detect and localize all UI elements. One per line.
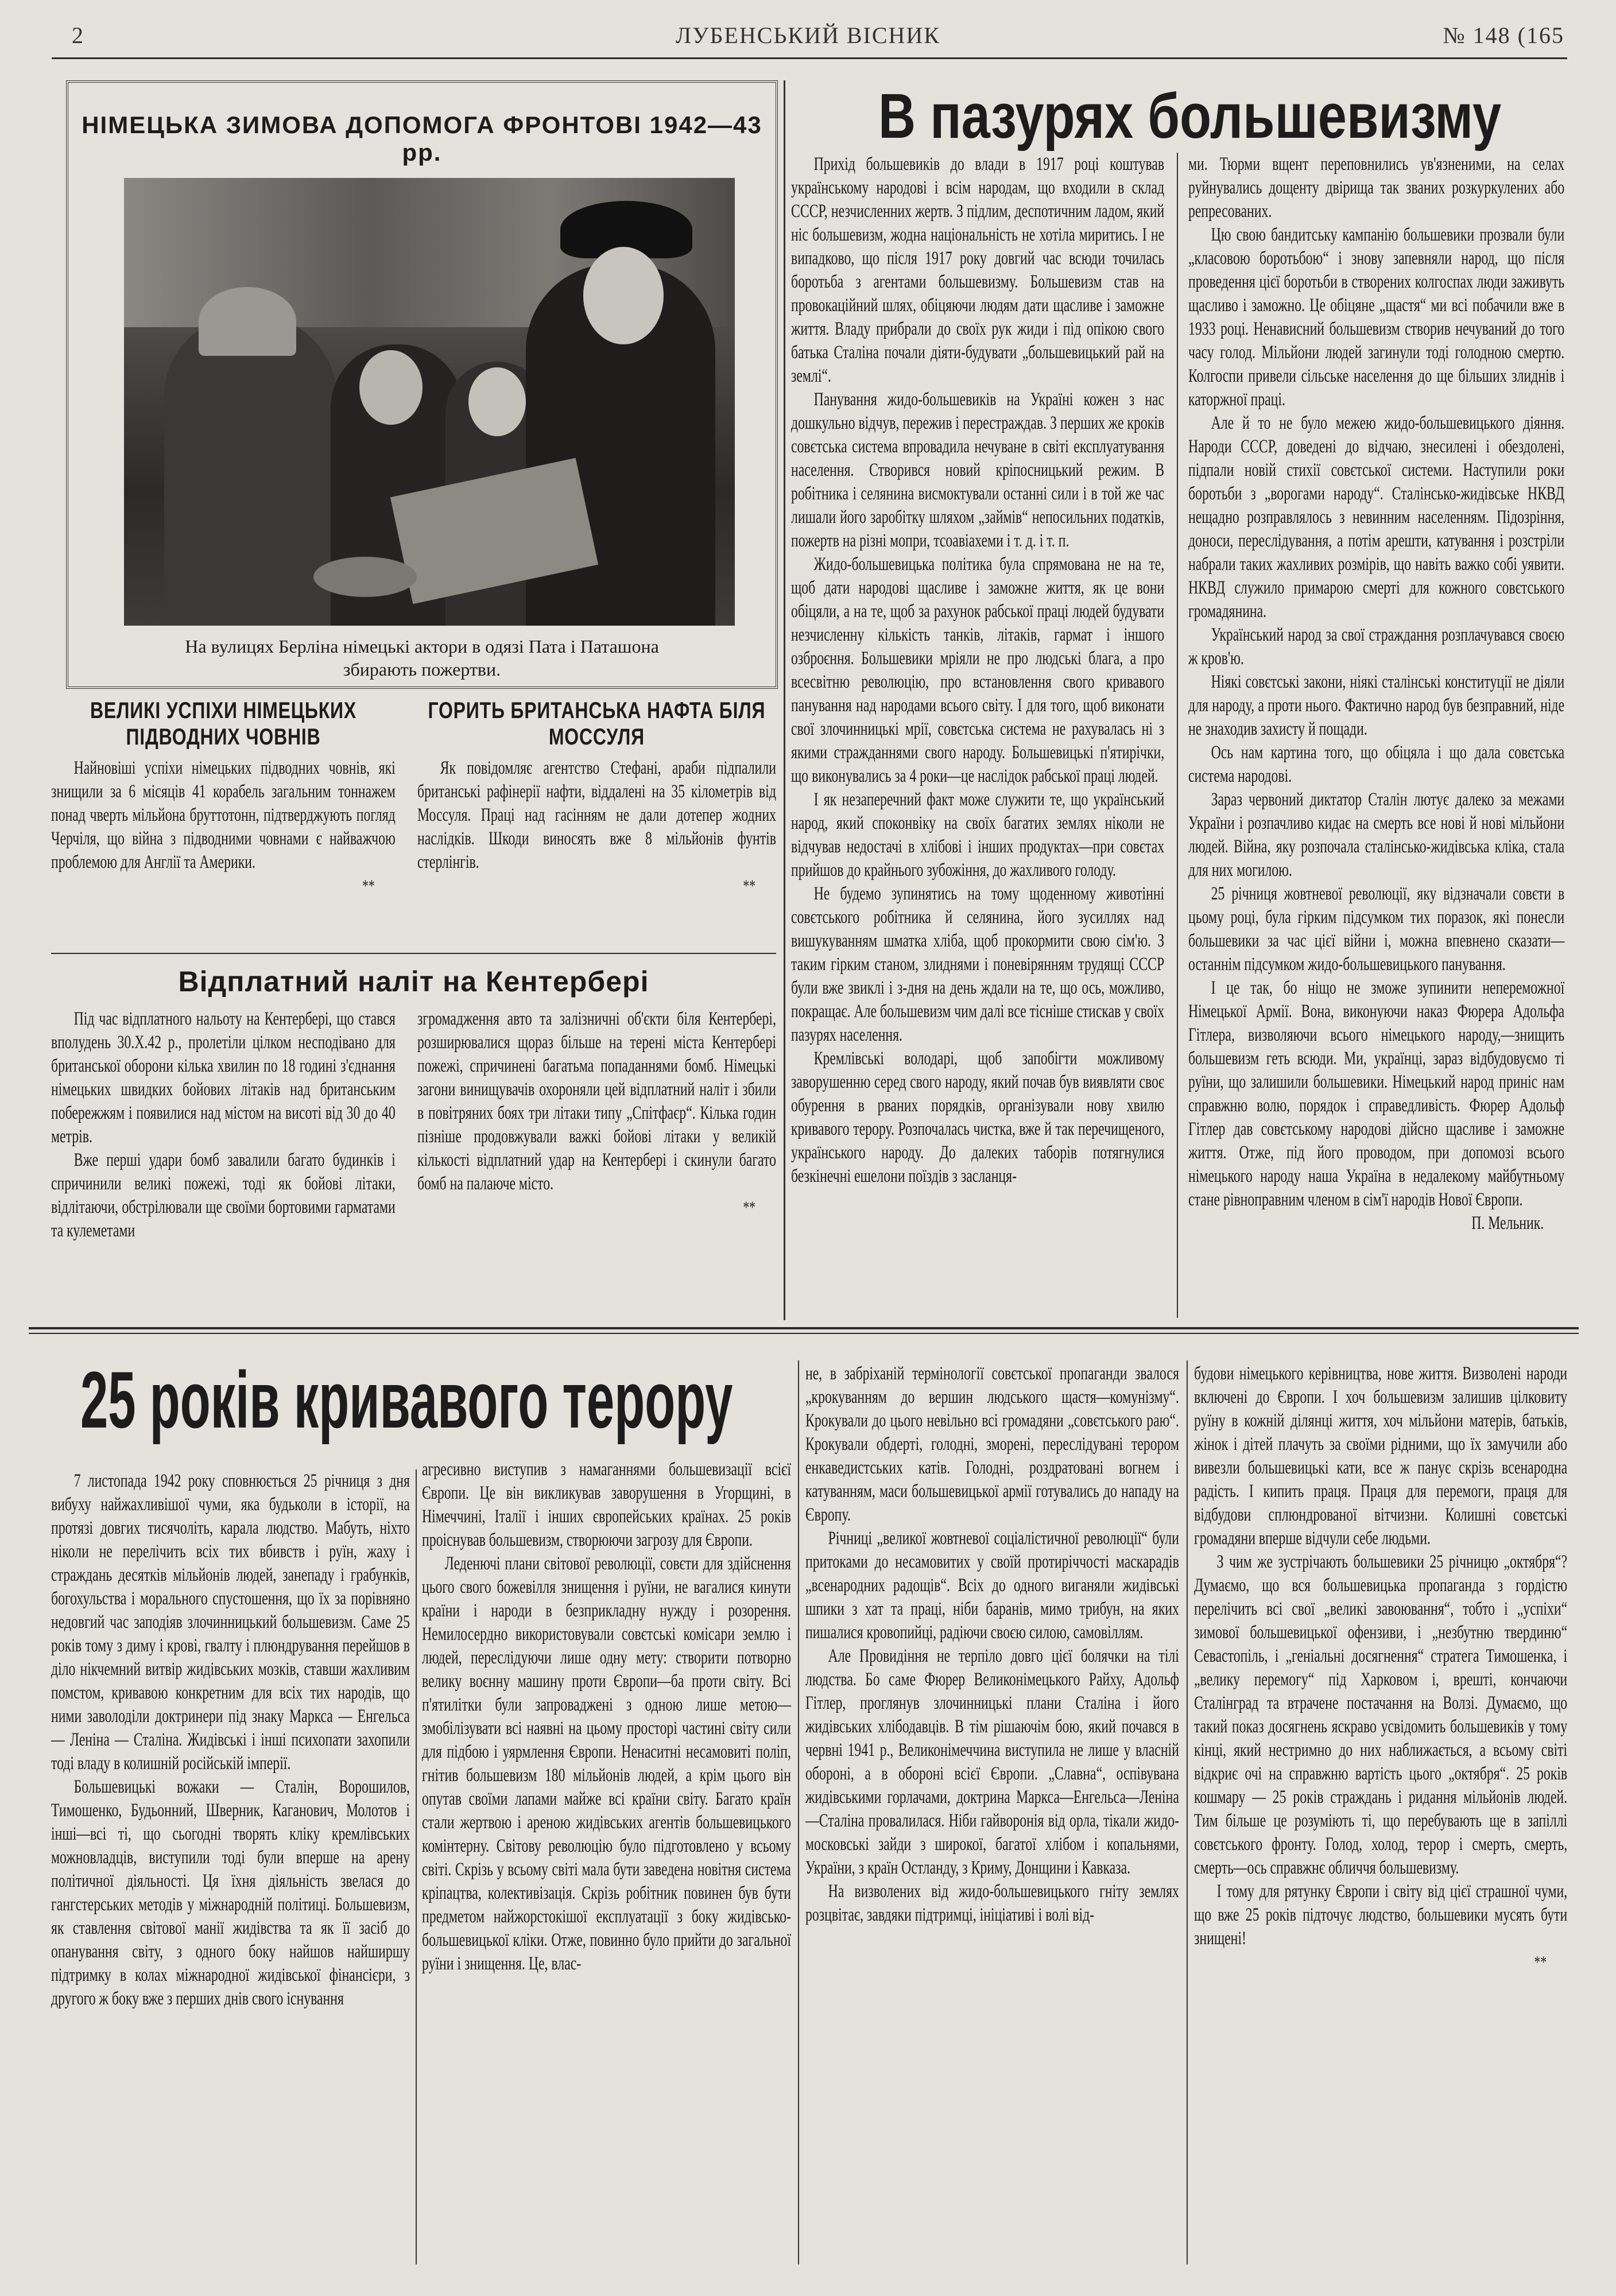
paragraph: Прихід большевиків до влади в 1917 році коштував українському народові і всім народам, що входили в склад СССР, незчисленних жертв. З підлим, деспотичним ладом, який ніс большевизм, жодна національність не хотіла миритись. І не випадково, що після 1917 року довгий час всюди точилась боротьба з агентами большевизму. Большевизм став на провокаційний шлях, обіцяючи людям дати щасливе і заможне життя. Владу прибрали до своїх рук жиди і під опікою свого батька Сталіна почали діяти-будувати „большевицький рай на землі“. <box>791 154 1165 386</box>
issue-number: № 148 (165 <box>1443 22 1564 48</box>
paragraph: Зараз червоний диктатор Сталін лютує далеко за межами України і розпачливо кидає на смерть все нові й нові мільйони людей. Війна, яку розпочала сталінсько-жидівська кліка, стала для них могилою. <box>1188 789 1565 881</box>
paragraph: Український народ за свої страждання розплачувався своєю ж кров'ю. <box>1188 625 1565 669</box>
column-rule <box>1177 153 1178 1318</box>
paragraph: Панування жидо-большевиків на Україні кожен з нас дошкульно відчув, пережив і перестраждав. З перших же кроків совєтська система впровадила нечуване в світі експлуатування населення. Створився новий кріпосницький режим. В робітника і селянина висмоктували останні сили і в той же час лишали його заробітку шляхом „займів“ непосильних податків, пожертв на різні мопри, тсоавіахеми і т. д. і т. п. <box>791 389 1165 551</box>
terror-end-mark: ** <box>1534 1953 1547 1972</box>
column-rule <box>784 80 785 1320</box>
paragraph: І це так, бо ніщо не зможе зупинити непереможної Німецької Армії. Вона, виконуючи наказ Фюрера Адольфа Гітлера, визволяючи всього німецького народу,—знищить большевизм геть всюди. Ми, українці, зараз відбудовуємо ті руїни, що залишили большевики. Німецький народ приніс нам справжню волю, порядок і справедливість. Фюрер Адольф Гітлер дав совєтському народові дійсно щасливе і заможне життя. Отже, під його проводом, при допомозі всього німецького народу наша Україна в недалекому майбутньому стане рівноправним членом в сім'ї народів Нової Європи. <box>1188 978 1565 1210</box>
paragraph: Кремлівські володарі, щоб запобігти можливому заворушенню серед свого народу, який почав був виявляти своє обурення в рваних порядків, організували нову хвилю кривавого терору. Розпочалась чистка, вже й так перечищеного, українського народу. До далеких таборів потягнулися безкінечні ешелони поїздів з засланця- <box>791 1048 1165 1186</box>
paragraph: Але й то не було межею жидо-большевицького діяння. Народи СССР, доведені до відчаю, знесилені і обездолені, підпали новій стихії совєтської системи. Наступили роки боротьби з „ворогами народу“. Сталінсько-жидівське НКВД нещадно розправлялось з невинним населенням. Підозріння, доноси, переслідування, а потім арешти, катування і розстріли набрали таких жахливих розмірів, що навіть важко собі уявити. НКВД служило примарою смерті для кожного совєтського громадянина. <box>1188 413 1565 622</box>
terror-column-1 <box>51 1469 410 2011</box>
paragraph: З чим же зустрічають большевики 25 річницю „октября“? Думаємо, що вся большевицька пропаганда з гордістю перелічить всі свої „великі завоювання“, тобто і „успіхи“ зимової большевицької офензиви, і „незбутню твердиню“ Севастопіль, і „геніальні досягнення“ стратега Тимошенка, і „велику перемогу“ під Харковом і, врешті, кончаючи Сталінград та втрачене постачання на Волзі. Думаємо, що такий показ досягнень яскраво усвідомить большевиків у тому кінці, який нестримно до них наближається, а всьому світі відкриє очі на справжню вартість цього „октября“. 25 років кошмару — 25 років страждань і ридання мільйонів людей. Тим більше це розуміють ті, що перебувають ще в запіллі совєтського фронту. Голод, холод, терор і смерть, смерть, смерть—ось справжнє обличчя большевизму. <box>1194 1552 1568 1878</box>
photo-caption <box>68 635 776 681</box>
claws-column-1 <box>791 153 1164 1188</box>
paragraph: Найновіші успіхи німецьких підводних човнів, які знищили за 6 місяців 41 корабель загальним тоннажем понад чверть мільйона бруттотонн, підтверджують погляд Черчіля, що війна з підводними човнами є найважчою проблемою для Англії та Америки. <box>51 758 396 872</box>
claws-signature: П. Мельник. <box>1471 1213 1544 1234</box>
paragraph: І як незаперечний факт може служити те, що український народ, який споконвіку на своїх багатих землях ніколи не відчував недостачі в хлібові і інших продуктах—при совєтах прийшов до крайнього зубожіння, до жахливого голоду. <box>791 789 1165 881</box>
paragraph: Жидо-большевицька політика була спрямована не на те, щоб дати народові щасливе і заможне життя, як це вони обіцяли, а на те, щоб за рахунок рабської праці людей будувати незчисленну кількість танків, літаків, гармат і іншого озброєння. Большевики мріяли не про людські блага, а про всесвітню революцію, про встановлення свого кривавого панування над народами всього світу. І для того, щоб виконати свої злочинницькі мрії, совєтська система не рахувалась ні з якими стражданнями свого народу. Большевицькі п'ятирічки, що виконувались за 4 роки—це наслідок рабської праці людей. <box>791 554 1165 786</box>
paragraph: Але Провидіння не терпіло довго цієї болячки на тілі людства. Бо саме Фюрер Великонімецького Райху, Адольф Гітлер, проглянув злочинницькі плани Сталіна і його жидівських хлібодавців. В тім рішаючім бою, який почався в червні 1941 р., Великонімеччина виступила не лише у власній обороні, а в обороні всієї Європи. „Славна“, оспівувана жидівськими горлачами, доктрина Маркса—Енгельса—Леніна—Сталіна провалилася. Ніби гайворонія від орла, тікали жидо-московські зайди з широкої, багатої хлібом і копальнями, України, з країн Остланду, з Криму, Донщини і Кавказа. <box>805 1646 1179 1878</box>
terror-column-4 <box>1194 1362 1567 1974</box>
page-number: 2 <box>72 22 84 48</box>
claws-column-2 <box>1188 153 1564 1235</box>
photo-box-title: НІМЕЦЬКА ЗИМОВА ДОПОМОГА ФРОНТОВІ 1942—43 рр. <box>82 111 762 166</box>
header-rule <box>52 57 1567 59</box>
mosul-headline: ГОРИТЬ БРИТАНСЬКА НАФТА БІЛЯ МОССУЛЯ <box>428 698 766 750</box>
submarines-end-mark: ** <box>362 876 375 895</box>
column-rule <box>416 1469 417 2264</box>
paragraph: агресивно виступив з намаганнями большевизації всієї Європи. Це він викликував заворушення в Угорщині, в Німеччині, Італії і інших європейських країнах. 25 років проіснував большевизм, створюючи загрозу для Європи. <box>422 1459 791 1550</box>
photo-box <box>66 80 778 689</box>
paragraph: Леденючі плани світової революції, совєти для здійснення цього свого божевілля знищення і руїни, не вагалися кинути країни і народи в безприкладну нужду і розорення. Немилосердно використовували совєтські комісари землю і людей, переслідуючи лише одну мету: створити потворно велику воєнну машину проти Європи—ба проти світу. Всі п'ятилітки були запроваджені з одною лише метою—змобілізувати всі наявні на цьому просторі частині світу сили для підбою і уярмлення Європи. Ненаситні несамовиті поліп, гнітив большевизм 180 мільйонів людей, а крім цього він опутав своїми лапами майже всі країни світу. Багато країн стали жертвою і ареною жидівських агентів большевицького комінтерну. Світову революцію було підготовлено у всьому світі. Скрізь у всьому світі мала бути заведена новітня система кріпацтва, колективізація. Скрізь робітник повинен був бути предметом найжорстокішої експлуатації з боку жидівсько-большевицької кліки. Отже, повинно було прийти до загальної руїни і знищення. Це, влас- <box>422 1553 791 1974</box>
paragraph: Ніякі совєтські закони, ніякі сталінські конституції не діяли для народу, а проти нього. Фактично народ був безправний, ніде не знаходив захисту й пощади. <box>1188 672 1565 739</box>
paragraph: Большевицькі вожаки — Сталін, Ворошилов, Тимошенко, Будьонний, Шверник, Каганович, Молотов і інші—всі ті, що сьогодні творять кліку кремлівських можновладців, виступили тоді були вперше на арену політичної діяльності. Ця їхня діяльність звелася до гангстерських методів у міжнародній політиці. Большевизм, як ставлення світової манії жидівства та як її засіб до опанування світу, з одного боку найшов найширшу підтримку в колах міжнародної жидівської фінансієри, з другого ж боку вже з перших днів свого існування <box>51 1777 410 2009</box>
paragraph: Цю свою бандитську кампанію большевики прозвали були „класовою боротьбою“ і знову запевняли народ, що після проведення цієї боротьби в створених колгоспах люди заживуть щасливо і заможно. Це обіцяне „щастя“ ми всі побачили вже в 1933 році. Ненависний большевизм створив нечуваний до того часу голод. Мільйони людей загинули тоді голодною смертю. Колгоспи привели сільське населення до ще більших злиднів і каторжної праці. <box>1188 224 1565 410</box>
paragraph: Ось нам картина того, що обіцяла і що дала совєтська система народові. <box>1188 742 1565 786</box>
newspaper-title: ЛУБЕНСЬКИЙ ВІСНИК <box>676 22 940 48</box>
mosul-end-mark: ** <box>743 876 755 895</box>
terror-column-2 <box>422 1458 791 1976</box>
paragraph: Вже перші удари бомб завалили багато будинків і спричинили великі пожежі, тоді як бойові літаки, відлітаючи, обстрілювали ще своїми бортовими гарматами та кулеметами <box>51 1150 396 1241</box>
canterbury-column-1 <box>51 1007 396 1243</box>
photo-caption-line1: На вулицях Берліна німецькі актори в одязі Пата і Паташона <box>185 636 659 657</box>
paragraph: будови німецького керівництва, нове життя. Визволені народи включені до Європи. І хоч большевизм залишив цілковиту руїну в кожній ділянці життя, хоч мільйони матерів, батьків, жінок і дітей плачуть за своїми рідними, що їх замучили або вивезли большевицькі кати, все ж панує скрізь всенародна радість. І кипить праця. Праця для перемоги, праця для відбудови сплюндрованої вітчизни. Колишні совєтські громадяни вперше відчули себе людьми. <box>1194 1363 1568 1549</box>
canterbury-end-mark: ** <box>743 1198 755 1217</box>
submarines-article <box>51 757 396 898</box>
photo-caption-line2: збирають пожертви. <box>343 659 501 680</box>
paragraph: Під час відплатного нальоту на Кентербері, що стався вполудень 30.X.42 р., пролетіли цілком несподівано для британської оборони кілька хвилин по 18 годині з'єднання німецьких швидких бойових літаків над британським побережжям і появилися над містом на висоті від 30 до 40 метрів. <box>51 1009 396 1147</box>
terror-column-3 <box>805 1362 1179 1927</box>
submarines-headline: ВЕЛИКІ УСПІХИ НІМЕЦЬКИХ ПІДВОДНИХ ЧОВНІВ <box>90 698 357 750</box>
paragraph: Річниці „великої жовтневої соціалістичної революції“ були притоками до несамовитих у своїй протиріччості маскарадів „всенародних радощів“. Всіх до одного виганяли жидівські шпики з хат та праці, ніби баранів, мимо трибун, на яких пишалися кровопийці, радіючи своєю силою, самовіллям. <box>805 1528 1179 1643</box>
claws-headline: В пазурях большевизму <box>878 81 1502 152</box>
section-rule <box>29 1333 1579 1334</box>
terror-headline: 25 років кривавого терору <box>80 1355 733 1445</box>
section-rule <box>29 1327 1579 1329</box>
paragraph: 7 листопада 1942 року сповнюється 25 річниця з дня вибуху найжахливішої чуми, яка будьколи в історії, на протязі довгих тисячоліть, карала людство. Мабуть, ніхто ніколи не перелічить всіх тих вбивств і руїн, жаху і страждань десятків мільйонів людей, занепаду і грабунків, богохульства і морального спустошення, що їх за порівняно недовгий час заподіяв злочинницький большевизм. Саме 25 років тому з диму і крові, гвалту і плюндрування перейшов в діло нікчемний витвір жидівських мозків, ставши жахливим помстом, кривавою конкретним для всіх тих народів, що ними заволоділи доктринери під знаку Маркса — Енгельса — Леніна — Сталіна. Жидівські і інші психопати захопили тоді владу в колишній російській імперії. <box>51 1471 410 1774</box>
divider <box>51 953 776 954</box>
paragraph: На визволених від жидо-большевицького гніту землях розцвітає, завдяки підтримці, ініціативі і волі від- <box>805 1881 1179 1925</box>
canterbury-headline: Відплатний наліт на Кентербері <box>178 965 649 998</box>
column-rule <box>1187 1360 1188 2264</box>
paragraph: 25 річниця жовтневої революції, яку відзначали совєти в цьому році, була гірким підсумком тих поразок, які понесли большевики за час цієї війни і, можна впевнено сказати—останнім підсумком жидо-большевицького панування. <box>1188 883 1565 975</box>
paragraph: згромадження авто та залізничні об'єкти біля Кентербері, розширювалися щораз більше на терені міста Кентербері пожежі, спричинені багатьма попаданнями бомб. Німецькі загони винищувачів охороняли цей відплатний наліт і збили в повітряних боях три літаки типу „Спітфаєр“. Кілька годин пізніше продовжували важкі бойові літаки у великій кількості відплатний удар на Кентербері і скинули багато бомб на палаюче місто. <box>417 1009 776 1194</box>
paragraph: І тому для рятунку Європи і світу від цієї страшної чуми, що вже 25 років підточує людство, большевики мусять бути знищені! <box>1194 1881 1568 1949</box>
paragraph: ми. Тюрми вщент переповнились ув'язненими, на селах руйнувались дощенту двірища так званих розкуркулених або репресованих. <box>1188 154 1565 222</box>
paragraph: не, в забріханій термінології совєтської пропаганди звалося „крокуванням до вершин людського щастя—комунізму“. Крокували до цього невільно всі громадяни „совєтського раю“. Крокували обдерті, голодні, зморені, переслідувані терором енкаведистських катів. Голодні, роздратовані вогнем і катуванням, маси большевицької армії готувались до нападу на Європу. <box>805 1363 1179 1525</box>
news-photo <box>124 178 735 626</box>
mosul-article <box>417 757 776 898</box>
paragraph: Не будемо зупинятись на тому щоденному животінні совєтського робітника й селянина, його зусиллях над вишукуванням шматка хліба, щоб прокормити свою сім'ю. З таким гірким станом, злиднями і поневірянням трудящі СССР були вже звиклі і з-дня на день ждали на те, що ось, можливо, покращає. Але большевизм чим далі все тісніше стискав у своїх пазурях населення. <box>791 883 1165 1045</box>
canterbury-column-2 <box>417 1007 776 1219</box>
column-rule <box>798 1360 799 2264</box>
paragraph: Як повідомляє агентство Стефані, араби підпалили британські рафінерії нафти, віддалені на 35 кілометрів від Моссуля. Праці над гасінням не дали дотепер жодних наслідків. Шкоди виносять вже 8 мільйонів фунтів стерлінгів. <box>417 758 776 872</box>
